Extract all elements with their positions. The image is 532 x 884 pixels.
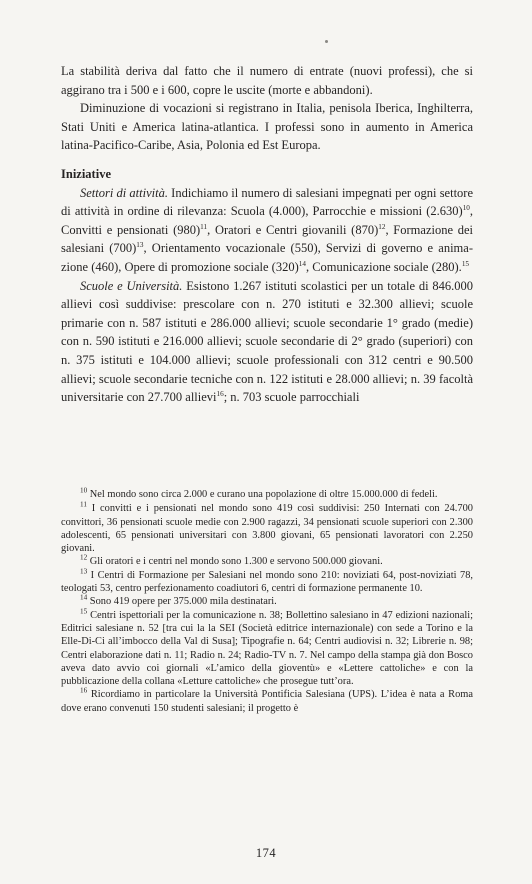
main-text xyxy=(61,62,473,407)
footnote-number: 12 xyxy=(80,554,88,563)
footnote-number: 15 xyxy=(80,607,88,616)
footnote-14 xyxy=(61,595,473,608)
footnote-text: Sono 419 opere per 375.000 mila destinatari. xyxy=(87,596,277,608)
text-run: , Convitti e pensionati (980) xyxy=(61,204,473,237)
footnote-text: I Centri di Formazione per Salesiani nel mondo sono 210: noviziati 64, post-noviziati 78, teologati 53, centro perfezionamento coadiutori 6, centri di formazione permanente 10. xyxy=(61,569,473,595)
page-number: 174 xyxy=(255,846,277,860)
footnote-text: Nel mondo sono circa 2.000 e curano una popolazione di oltre 15.000.000 di fedeli. xyxy=(87,489,438,500)
footnote-ref: 10 xyxy=(462,204,470,212)
footnote-number: 10 xyxy=(80,486,88,495)
footnote-number: 13 xyxy=(80,567,88,576)
paragraph-stability xyxy=(61,62,473,99)
footnote-15 xyxy=(61,609,473,689)
footnote-ref: 14 xyxy=(298,259,306,268)
footnote-text: I convitti e i pensionati nel mondo sono 419 così suddivisi: 250 Internati con 24.700 convittori, 36 pensionati scuole medie con 2.900 ragazzi, 34 pensionati scuole superiori con 2.300 adolescenti, 65 pensionati universitari con 3.800 giovani, 65 pensionati lavoratori con 2.250 giovani. xyxy=(61,503,473,555)
footnote-ref: 11 xyxy=(200,222,208,231)
text-run: , Comunicazione sociale (280). xyxy=(305,259,462,274)
footnote-12 xyxy=(61,555,473,568)
text-run: La stabilità deriva dal fatto che il numero di entrate (nuovi professi), che si aggirano tra i 500 e i 600, copre le uscite (morte e abbandoni). xyxy=(61,64,473,97)
subsection-title: Scuole e Università. xyxy=(80,278,183,293)
scan-speck xyxy=(325,40,328,43)
text-run: , Formazione dei salesiani (700) xyxy=(61,222,474,256)
footnote-ref: 13 xyxy=(136,241,144,250)
footnote-11 xyxy=(61,502,473,555)
footnote-text: Ricordiamo in particolare la Università Pontificia Salesiana (UPS). L’idea è nata a Roma dove erano convenuti 150 studenti salesiani; il progetto è xyxy=(61,689,473,714)
footnote-number: 11 xyxy=(80,500,87,509)
footnote-number: 16 xyxy=(80,686,88,695)
text-run: Diminuzione di vocazioni si registrano in Italia, penisola Iberica, Inghilterra, Stati Uniti e America latina-atlantica. I professi sono in aumento in America latina-Pacifico-Caribe, Asia, Polonia ed Est Europa. xyxy=(61,101,473,153)
paragraph-sectors xyxy=(61,184,473,277)
text-run: Indichiamo il numero di salesiani impegnati per ogni settore di attività in ordine di rilevanza: Scuola (4.000), Parrocchie e missioni (2.630) xyxy=(61,185,474,219)
footnote-text: Gli oratori e i centri nel mondo sono 1.300 e servono 500.000 giovani. xyxy=(87,556,383,568)
subsection-title: Settori di attività. xyxy=(80,185,168,200)
footnote-16 xyxy=(61,688,473,715)
footnote-13 xyxy=(61,569,473,596)
footnote-text: Centri ispettoriali per la comunicazione n. 38; Bollettino salesiano in 47 edizioni nazionali; Editrici salesiane n. 52 [tra cui la la SEI (Società editrice internazionale) con sede a Torino e la Elle-Di-Ci all’imbocco della Val di Susa]; Tipografie n. 64; Centri audiovisi n. 32; Librerie n. 98; Centri elaborazione dati n. 11; Radio n. 24; Radio-TV n. 7. Nel campo della stampa già don Bosco aveva dato avvio coi giornali «L’amico della gioventù» e «Lettere cattoliche» e con la pubblicazione della collana «Letture cattoliche» che prosegue tutt’ora. xyxy=(61,609,473,688)
section-heading: Iniziative xyxy=(61,166,111,181)
paragraph-vocations xyxy=(61,99,473,155)
footnote-number: 14 xyxy=(80,593,88,602)
text-run: , Oratori e Centri giovanili (870) xyxy=(207,222,379,237)
text-run: Esistono 1.267 istituti scolastici per un totale di 846.000 allievi così suddivise: prescolare con n. 270 istituti e 32.300 allievi; scuole primarie con n. 587 istituti e 286.000 allievi; scuole secondarie 1° grado (medie) con n. 590 istituti e 216.000 allievi; scuole secondarie di 2° grado (superiori) con n. 375 istituti e 104.000 allievi; scuole professionali con 312 centri e 90.500 allievi; scuole secondarie tecniche con n. 122 istituti e 28.000 allievi; n. 39 facoltà universitarie con 27.700 allievi xyxy=(61,278,473,405)
text-run: , Orientamento vocazionale (550), Servizi di governo e animazione (460), Opere di promozione sociale (320) xyxy=(61,241,473,274)
text-run: ; n. 703 scuole parrocchiali xyxy=(223,390,360,405)
footnote-10 xyxy=(61,488,473,501)
footnote-ref: 16 xyxy=(216,389,224,398)
footnote-ref: 12 xyxy=(378,222,386,231)
footnote-ref: 15 xyxy=(461,259,469,268)
paragraph-schools xyxy=(61,277,473,407)
footnotes xyxy=(61,488,473,715)
